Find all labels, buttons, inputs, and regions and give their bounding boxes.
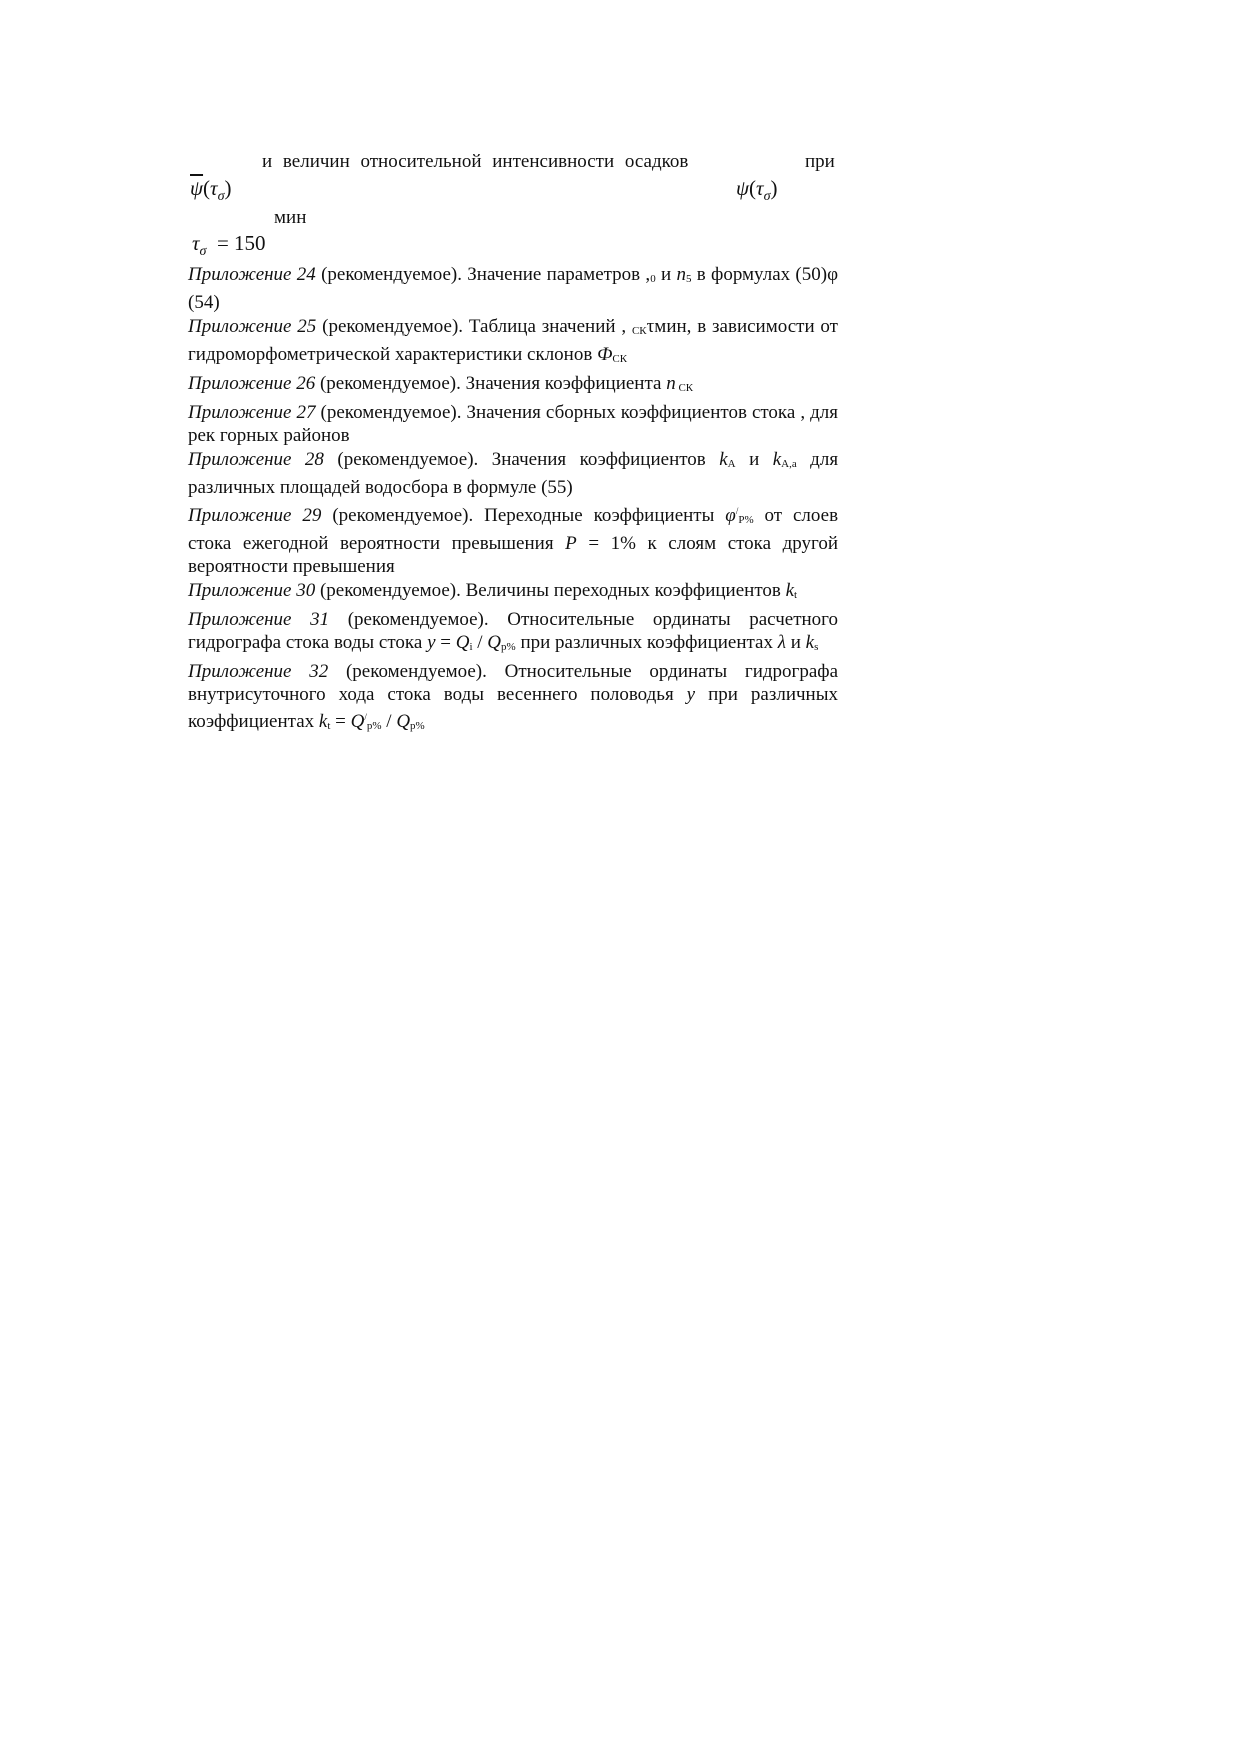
list-item-29: Приложение 29 (рекомендуемое). Переходные коэффициенты φ/P% от слоев стока ежегодной вероятности превышения P = 1% к слоям стока другой вероятности превышения — [188, 505, 839, 577]
list-item-28: Приложение 28 (рекомендуемое). Значения коэффициентов kA и kA,a для различных площадей водосбора в формуле (55) — [188, 449, 839, 498]
list-item-31: Приложение 31 (рекомендуемое). Относительные ординаты расчетного гидрографа стока воды стока y = Qi / Qp% при различных коэффициентах λ и ks — [188, 609, 839, 653]
tau-value: 150 — [234, 231, 266, 255]
list-item-25: Приложение 25 (рекомендуемое). Таблица значений , СКτмин, в зависимости от гидроморфометрической характеристики склонов ФСК — [188, 316, 838, 365]
formula-tau: $\tau_\sigma = 150$ — [192, 231, 266, 259]
list-item-32: Приложение 32 (рекомендуемое). Относительные ординаты гидрографа внутрисуточного хода стока воды весеннего половодья y при различных коэффициентах kt = Q/p% / Qp% — [188, 661, 839, 732]
list-item-26: Приложение 26 (рекомендуемое). Значения коэффициента n СК — [188, 373, 694, 394]
unit-min: мин — [274, 207, 307, 228]
list-item-27: Приложение 27 (рекомендуемое). Значения сборных коэффициентов стока , для рек горных районов — [188, 402, 838, 446]
formula-psi: $\psi(\tau_\sigma)$ — [736, 176, 778, 204]
list-item-24: Приложение 24 (рекомендуемое). Значение параметров ,0 и n5 в формулах (50)φ (54) — [188, 264, 839, 313]
intro-pri: при — [805, 151, 835, 172]
appendix-list — [188, 263, 838, 739]
list-item-30: Приложение 30 (рекомендуемое). Величины переходных коэффициентов kt — [188, 580, 798, 601]
formula-psi-bar: $\overline{\psi}(\tau_\sigma)$ — [190, 176, 232, 204]
intro-line: и величин относительной интенсивности осадков — [262, 151, 689, 172]
